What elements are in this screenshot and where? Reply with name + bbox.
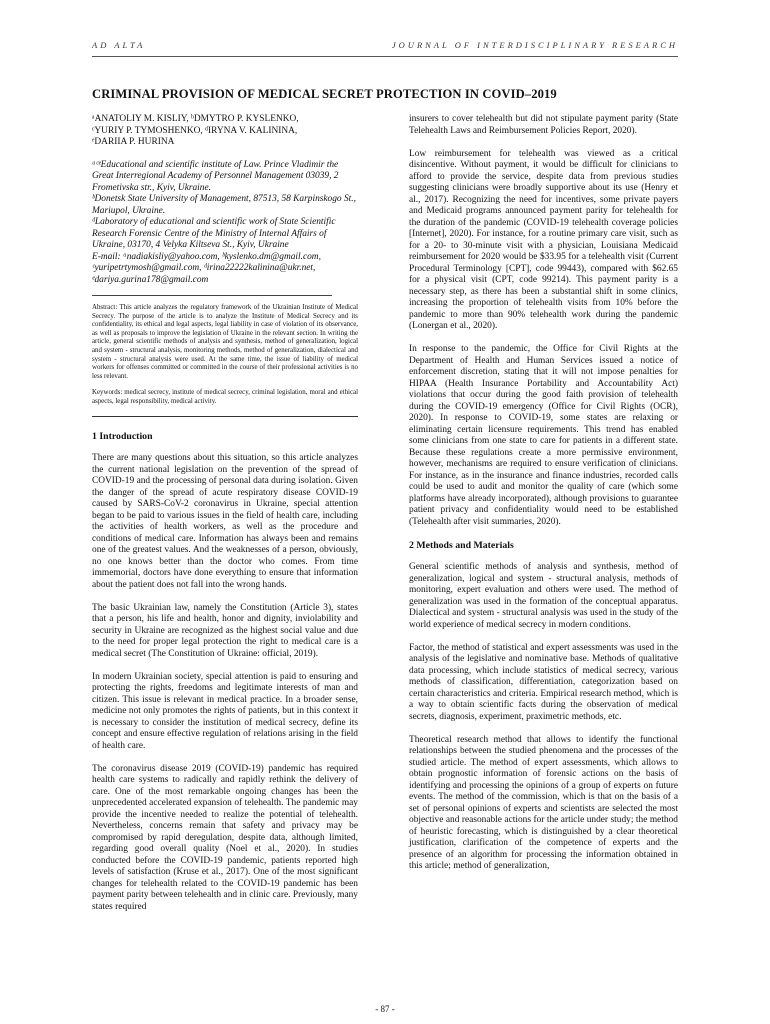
running-header	[92, 40, 678, 54]
paragraph: There are many questions about this situation, so this article analyzes the current national legislation on the prevention of the spread of COVID-19 and the processing of personal data during isolation. Given the danger of the spread of acute respiratory disease COVID-19 caused by SARS-CoV-2 coronavirus in Ukraine, special attention began to be paid to various issues in the field of health care, including the activities of health workers, as well as the procedure and conditions of medical care. Information has always been and remains one of the greatest values. And the weaknesses of a person, obviously, no one knows better than the doctor who comes. From time immemorial, doctors have done everything to ensure that information about the patient does not fall into the wrong hands.	[92, 453, 358, 590]
abstract: Abstract: This article analyzes the regulatory framework of the Ukrainian Institute of Medical Secrecy. The purpose of the article is to analyze the Institute of Medical Secrecy and its confidentiality, its ethical and legal aspects, legal liability in case of violation of its observance, as well as proposals to improve the legislation of Ukraine in the relevant section. In writing the article, general scientific methods of analysis and synthesis, method of generalization, logical and system - structural analysis, monitoring methods, method of generalization, dialectical and system - structural analysis were used. At the same time, the issue of liability of medical workers for offenses committed or committed in the course of their professional activities is no less relevant.	[92, 304, 358, 380]
author-line: ᵃANATOLIY M. KISLIY, ᵇDMYTRO P. KYSLENKO,	[92, 114, 299, 124]
left-column	[92, 114, 358, 925]
paragraph: In modern Ukrainian society, special attention is paid to ensuring and protecting the rights, freedoms and legitimate interests of man and citizen. This issue is relevant in medical practice. In a broader sense, medicine not only promotes the rights of patients, but in this context it is necessary to consider the institution of medical secrecy, define its concept and ensure effective regulation of relations arising in the field of health care.	[92, 671, 358, 751]
author-emails: E-mail: ᵃnadiakisliy@yahoo.com, ᵇkyslenko.dm@gmail.com, ᶜyuripetrtymosh@gmail.com, ᵈirina22222kalinina@ukr.net, ᵉdariya.gurina178@gmail.com	[92, 251, 321, 285]
affiliations	[92, 160, 358, 287]
affiliation-divider	[92, 295, 332, 296]
paragraph: insurers to cover telehealth but did not stipulate payment parity (State Telehealth Laws and Reimbursement Policies Report, 2020).	[409, 114, 678, 136]
affiliation-b: ᵇDonetsk State University of Management, 87513, 58 Karpinskogo St., Mariupol, Ukraine.	[92, 194, 356, 216]
paragraph: The basic Ukrainian law, namely the Constitution (Article 3), states that a person, his life and health, honor and dignity, inviolability and security in Ukraine are recognized as the highest social value and due to the need for proper legal protection the right to medical care is a medical secret (The Constitution of Ukraine: official, 2019).	[92, 602, 358, 659]
affiliation-d: ᵈLaboratory of educational and scientific work of State Scientific Research Forensic Centre of the Ministry of Internal Affairs of Ukraine, 03170, 4 Velyka Kiltseva St., Kyiv, Ukraine	[92, 217, 336, 250]
affiliation-a: ᵃᶜᵉEducational and scientific institute of Law. Prince Vladimir the Great Interregional Academy of Personnel Management 03039, 2 Frometivska str., Kyiv, Ukraine.	[92, 159, 339, 193]
right-column	[409, 114, 678, 884]
paragraph: Theoretical research method that allows to identify the functional relationships between the studied phenomena and the processes of the studied article. The method of expert assessments, which allows to obtain prognostic information of forensic actions on the basis of identifying and processing the opinions of a group of experts on future events. The method of the commission, which is that on the basis of a set of personal opinions of experts and scientists are selected the most objective and reasonable actions for the article under study; the method of heuristic forecasting, which is distinguished by a clear theoretical justification, clarification of the competence of experts and the presence of an algorithm for processing the information obtained in this article; method of generalization,	[409, 734, 678, 871]
paragraph: The coronavirus disease 2019 (COVID-19) pandemic has required health care systems to radically and rapidly rethink the delivery of care. One of the most remarkable ongoing changes has been the unprecedented accelerated expansion of telehealth. The pandemic may provide the incentive needed to realize the potential of telehealth. Nevertheless, concerns remain that safety and privacy may be compromised by rapid deregulation, despite data, although limited, regarding good overall quality (Noel et al., 2020). In studies conducted before the COVID-19 pandemic, patients reported high levels of satisfaction (Kruse et al., 2017). One of the most significant changes for telehealth related to the COVID-19 pandemic has been payment parity between telehealth and in clinic care. Previously, many states required	[92, 763, 358, 912]
author-line: ᵉDARIIA P. HURINA	[92, 137, 175, 147]
author-list	[92, 114, 358, 149]
header-divider	[92, 56, 678, 57]
paragraph: Factor, the method of statistical and expert assessments was used in the analysis of the legislative and nominative base. Methods of qualitative data processing, which include statistics of medical secrecy, various methods of classification, differentiation, categorization based on certain characteristics and criteria. Empirical research method, which is a way to obtain scientific facts during the observation of medical secrets, diagnosis, experiment, praximetric methods, etc.	[409, 642, 678, 722]
journal-full-title: JOURNAL OF INTERDISCIPLINARY RESEARCH	[391, 40, 678, 50]
keywords-divider	[92, 416, 358, 417]
article-title: CRIMINAL PROVISION OF MEDICAL SECRET PROTECTION IN COVID–2019	[92, 87, 557, 101]
author-line: ᶜYURIY P. TYMOSHENKO, ᵈIRYNA V. KALININA,	[92, 125, 298, 136]
page-number: - 87 -	[375, 1004, 395, 1014]
paragraph: Low reimbursement for telehealth was viewed as a critical disincentive. Without payment, it would be difficult for clinicians to afford to provide the service, despite data from previous studies suggesting clinicians were broadly supportive about its use (Henry et al., 2017). Recognizing the need for incentives, some private payers and Medicaid programs announced payment parity for telehealth for the duration of the pandemic (COVID-19 telehealth coverage policies [Internet], 2020). For instance, for a routine primary care visit, such as for a 20- to 30-minute visit with a physician, Louisiana Medicaid reimbursement for 2020 would be $33.95 for a telehealth visit (Current Procedural Terminology [CPT], code 99443), compared with $62.65 for a physical visit (CPT, code 99214). This payment parity is a necessary step, as there has been a substantial shift in some clinics, increasing the proportion of telehealth visits from 10% before the pandemic to more than 90% telehealth work during the pandemic (Lonergan et al., 2020).	[409, 148, 678, 331]
journal-short-title: AD ALTA	[92, 40, 146, 50]
paragraph: General scientific methods of analysis and synthesis, method of generalization, logical and system - structural analysis, methods of monitoring, expert evaluation and others were used. The method of generalization was used in the formation of the conceptual apparatus. Dialectical and system - structural analysis was used in the study of the world experience of medical secrecy in modern conditions.	[409, 562, 678, 630]
section-heading-methods: 2 Methods and Materials	[409, 539, 514, 551]
section-heading-introduction: 1 Introduction	[92, 430, 153, 442]
keywords: Keywords: medical secrecy, institute of medical secrecy, criminal legislation, moral and ethical aspects, legal responsibility, medical activity.	[92, 389, 358, 405]
paragraph: In response to the pandemic, the Office for Civil Rights at the Department of Health and Human Services issued a notice of enforcement discretion, stating that it will not impose penalties for HIPAA (Health Insurance Portability and Accountability Act) violations that occur during the good faith provision of telehealth during the COVID-19 emergency (Office for Civil Rights (OCR), 2020). In response to COVID-19, some states are relaxing or eliminating certain licensure requirements. This trend has enabled some clinicians from one state to care for patients in a different state. Because these regulations create a more permissive environment, however, mechanisms are required to ensure verification of clinicians. For instance, as in the insurance and finance industries, recorded calls could be used to audit and monitor the quality of care (which some platforms have already incorporated), although provisions to guarantee patient privacy and confidentiality would need to be established (Telehealth after visit summaries, 2020).	[409, 344, 678, 527]
